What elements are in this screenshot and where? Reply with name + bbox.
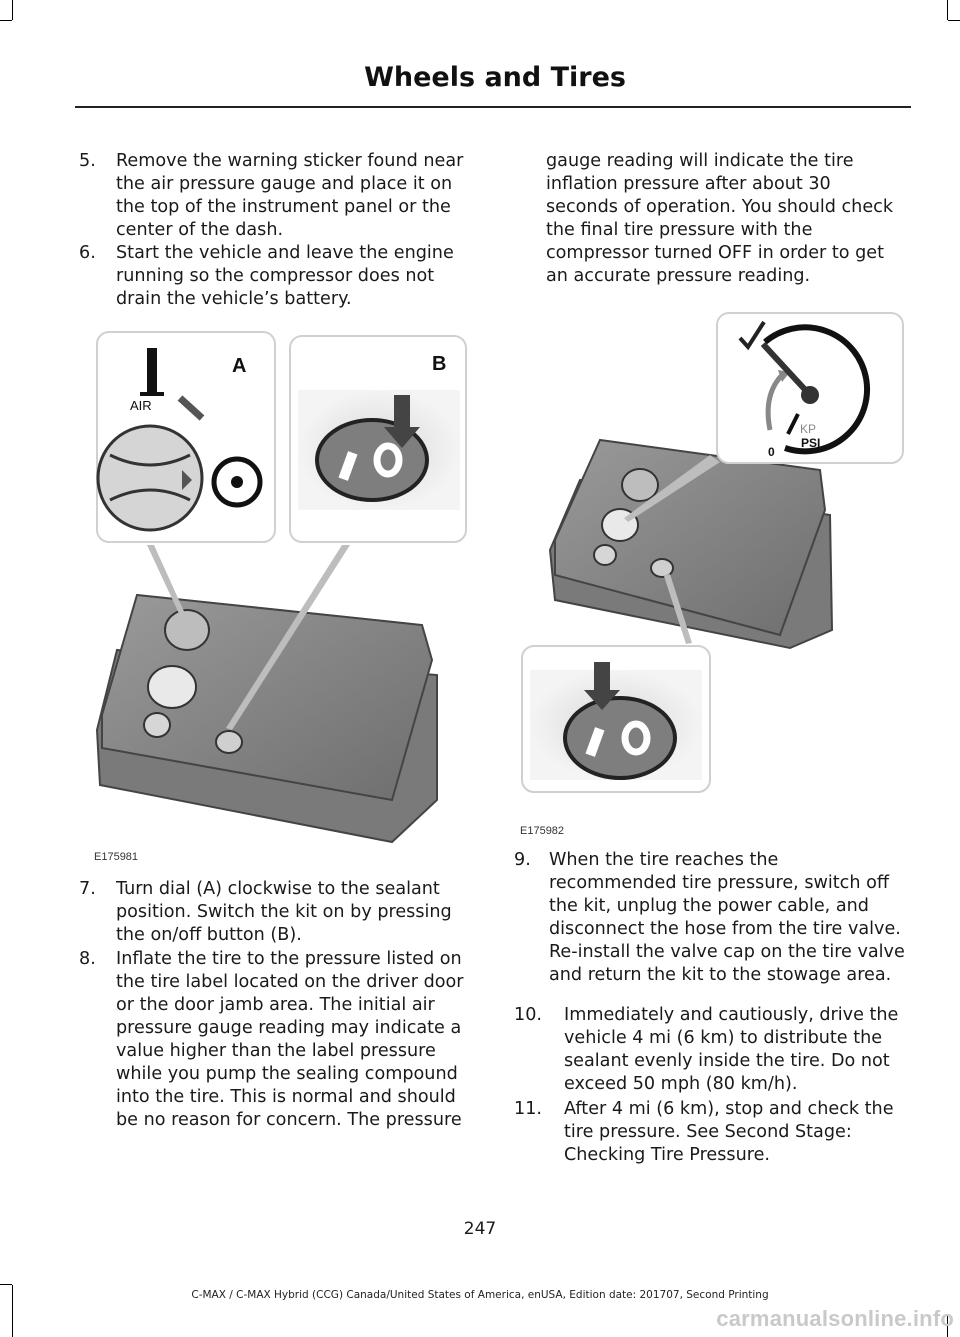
step-text: After 4 mi (6 km), stop and check the tire pressure. See Second Stage: Checking Tire Pressure. (564, 1099, 894, 1165)
crop-mark-tr (948, 20, 960, 21)
step-7 (79, 878, 479, 947)
crop-mark-tl (12, 0, 13, 20)
watermark-link[interactable]: carmanualsonline.info (716, 1306, 954, 1331)
air-label: AIR (130, 398, 152, 413)
step-10 (514, 1004, 910, 1096)
step-number: 11. (514, 1099, 542, 1119)
label-a: A (232, 355, 247, 377)
step-5 (79, 150, 479, 242)
hose-port (594, 545, 616, 565)
button-b (216, 731, 242, 753)
dial-a (165, 610, 209, 650)
figure-code-right: E175982 (520, 825, 565, 837)
page-number: 247 (463, 1219, 497, 1239)
figure-pressure-gauge-and-button (520, 310, 910, 800)
step-text: Remove the warning sticker found near the air pressure gauge and place it on the top of the instrument panel or the center of the dash. (116, 151, 464, 240)
crop-mark-tl (0, 20, 12, 21)
step-number: 9. (514, 850, 531, 870)
step-8 (79, 948, 479, 1132)
step-text: When the tire reaches the recommended tire pressure, switch off the kit, unplug the power cable, and disconnect the hose from the tire valve. Re-install the valve cap on the tire valve and return the kit to the stowage area. (549, 850, 905, 985)
air-pump-icon (147, 348, 157, 393)
label-b: B (432, 353, 447, 375)
press-arrow-icon (394, 395, 410, 427)
step-number: 10. (514, 1005, 542, 1025)
step-8-continued: gauge reading will indicate the tire inflation pressure after about 30 seconds of operation. You should check the final tire pressure with the compressor turned OFF in order to get an accurate pressure reading. (546, 151, 894, 286)
step-text: Immediately and cautiously, drive the vehicle 4 mi (6 km) to distribute the sealant evenly inside the tire. Do not exceed 50 mph (80 km/h). (564, 1005, 899, 1094)
step-6 (79, 242, 479, 311)
hose-port (144, 713, 170, 737)
button-b-closeup (565, 698, 675, 778)
header-rule (75, 106, 911, 108)
step-number: 7. (79, 879, 96, 899)
step-11 (514, 1098, 910, 1167)
dial-a (622, 469, 658, 501)
pressure-gauge (148, 666, 196, 708)
crop-mark-tr (947, 0, 948, 20)
step-text: Start the vehicle and leave the engine running so the compressor does not drain the vehicle’s battery. (116, 243, 454, 309)
step-text: Turn dial (A) clockwise to the sealant position. Switch the kit on by pressing the on/off button (B). (116, 879, 452, 945)
figure-compressor-dial-and-button (92, 330, 482, 870)
press-arrow-icon (594, 662, 610, 690)
step-number: 5. (79, 151, 96, 171)
footer-edition-text: C-MAX / C-MAX Hybrid (CCG) Canada/United States of America, enUSA, Edition date: 201707, Second Printing (191, 1289, 769, 1301)
gauge-unit-psi: PSI (801, 436, 821, 450)
step-9 (514, 849, 910, 987)
step-number: 8. (79, 949, 96, 969)
step-text: Inflate the tire to the pressure listed on the tire label located on the driver door or the door jamb area. The initial air pressure gauge reading may indicate a value higher than the label pressure while you pump the sealing compound into the tire. This is normal and should be no reason for concern. The pressure (116, 949, 464, 1130)
page-title: Wheels and Tires (364, 62, 626, 93)
gauge-unit-kp: KP (800, 422, 817, 436)
gauge-zero: 0 (768, 445, 775, 459)
step-number: 6. (79, 243, 96, 263)
crop-mark-bl (0, 1284, 12, 1285)
figure-code-left: E175981 (94, 851, 139, 863)
